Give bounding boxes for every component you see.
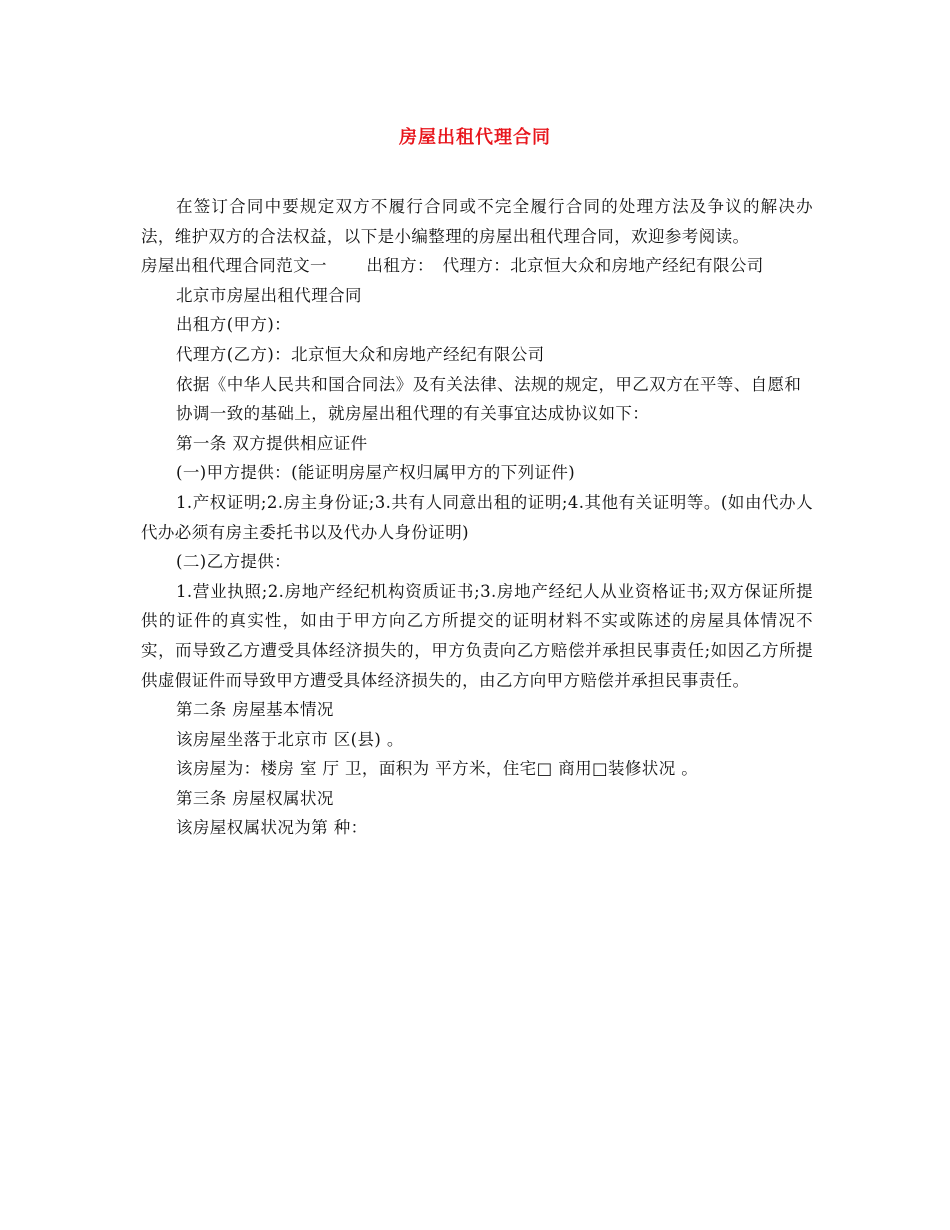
- document-body: [141, 192, 813, 843]
- paragraph-property-type: 该房屋为：楼房 室 厅 卫，面积为 平方米，住宅□ 商用□装修状况 。: [176, 759, 699, 779]
- paragraph-party-b-docs: (二)乙方提供：: [176, 552, 292, 572]
- paragraph-party-a-doc-list: 1.产权证明;2.房主身份证;3.共有人同意出租的证明;4.其他有关证明等。(如由代办人代办必须有房主委托书以及代办人身份证明): [141, 492, 813, 542]
- paragraph-location: 该房屋坐落于北京市 区(县) 。: [176, 729, 404, 749]
- paragraph-contract-title: 北京市房屋出租代理合同: [176, 285, 362, 305]
- paragraph-party-b-doc-list: 1.营业执照;2.房地产经纪机构资质证书;3.房地产经纪人从业资格证书;双方保证所提供的证件的真实性，如由于甲方向乙方所提交的证明材料不实或陈述的房屋具体情况不实，而导致乙方遭受具体经济损失的，甲方负责向乙方赔偿并承担民事责任;如因乙方所提供虚假证件而导致甲方遭受具体经济损失的，由乙方向甲方赔偿并承担民事责任。: [141, 581, 813, 690]
- document-title: 房屋出租代理合同: [399, 127, 551, 148]
- paragraph-party-a-docs: (一)甲方提供：(能证明房屋产权归属甲方的下列证件): [176, 463, 576, 483]
- paragraph-party-a: 出租方(甲方)：: [176, 315, 292, 335]
- paragraph-article-1: 第一条 双方提供相应证件: [176, 433, 368, 453]
- paragraph-article-3: 第三条 房屋权属状况: [176, 788, 334, 808]
- paragraph-ownership: 该房屋权属状况为第 种：: [176, 818, 368, 838]
- paragraph-intro: 在签订合同中要规定双方不履行合同或不完全履行合同的处理方法及争议的解决办法，维护双方的合法权益，以下是小编整理的房屋出租代理合同，欢迎参考阅读。: [141, 197, 813, 246]
- paragraph-legal-basis: 依据《中华人民共和国合同法》及有关法律、法规的规定，甲乙双方在平等、自愿和: [176, 374, 802, 394]
- paragraph-agreement: 协调一致的基础上，就房屋出租代理的有关事宜达成协议如下：: [176, 404, 650, 424]
- paragraph-sample-heading: 房屋出租代理合同范文一 出租方： 代理方：北京恒大众和房地产经纪有限公司: [141, 256, 764, 276]
- paragraph-party-b: 代理方(乙方)：北京恒大众和房地产经纪有限公司: [176, 344, 545, 364]
- paragraph-article-2: 第二条 房屋基本情况: [176, 700, 334, 720]
